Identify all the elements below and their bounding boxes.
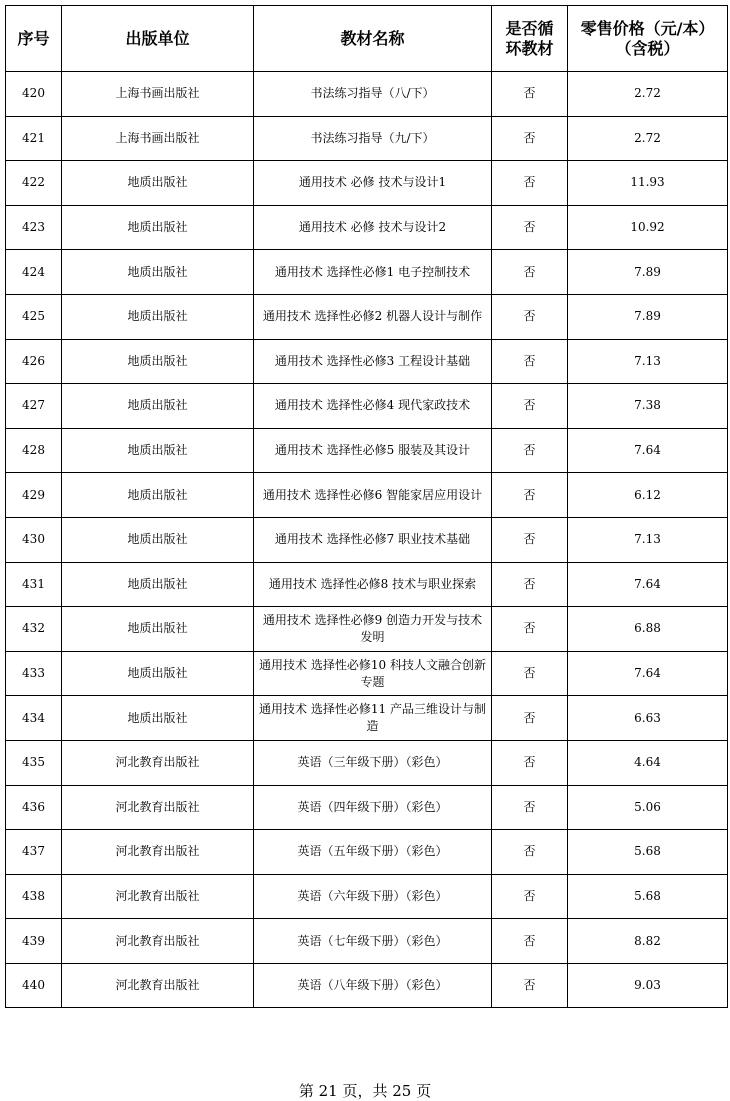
cell-price: 6.88 (568, 607, 728, 652)
cell-title: 通用技术 必修 技术与设计1 (254, 161, 492, 206)
table-row (6, 294, 728, 339)
cell-price: 5.68 (568, 830, 728, 875)
cell-title: 通用技术 选择性必修4 现代家政技术 (254, 384, 492, 429)
table-row (6, 116, 728, 161)
table-header (6, 6, 728, 72)
table-row (6, 562, 728, 607)
cell-price: 9.03 (568, 963, 728, 1008)
cell-publisher: 地质出版社 (62, 607, 254, 652)
cell-title: 通用技术 选择性必修7 职业技术基础 (254, 517, 492, 562)
cell-seq: 422 (6, 161, 62, 206)
table-row (6, 473, 728, 518)
cell-title: 英语（八年级下册）（彩色） (254, 963, 492, 1008)
header-cycle-line2: 环教材 (505, 38, 554, 58)
textbook-price-table (5, 5, 728, 1008)
table-row (6, 428, 728, 473)
cell-cycle: 否 (492, 651, 568, 696)
cell-seq: 439 (6, 919, 62, 964)
cell-cycle: 否 (492, 294, 568, 339)
cell-seq: 420 (6, 72, 62, 117)
cell-publisher: 地质出版社 (62, 473, 254, 518)
cell-title: 通用技术 选择性必修2 机器人设计与制作 (254, 294, 492, 339)
cell-cycle: 否 (492, 740, 568, 785)
cell-cycle: 否 (492, 384, 568, 429)
table-row (6, 384, 728, 429)
cell-cycle: 否 (492, 874, 568, 919)
cell-price: 7.89 (568, 250, 728, 295)
cell-seq: 424 (6, 250, 62, 295)
cell-price: 2.72 (568, 116, 728, 161)
cell-publisher: 地质出版社 (62, 250, 254, 295)
cell-title: 英语（三年级下册）（彩色） (254, 740, 492, 785)
cell-title: 书法练习指导（九/下） (254, 116, 492, 161)
cell-price: 6.12 (568, 473, 728, 518)
cell-cycle: 否 (492, 205, 568, 250)
cell-publisher: 地质出版社 (62, 294, 254, 339)
cell-seq: 428 (6, 428, 62, 473)
cell-cycle: 否 (492, 785, 568, 830)
cell-title: 通用技术 选择性必修5 服装及其设计 (254, 428, 492, 473)
cell-seq: 431 (6, 562, 62, 607)
cell-title: 通用技术 必修 技术与设计2 (254, 205, 492, 250)
cell-title: 英语（五年级下册）（彩色） (254, 830, 492, 875)
table-row (6, 651, 728, 696)
cell-publisher: 河北教育出版社 (62, 874, 254, 919)
header-cycle-line1: 是否循 (505, 18, 554, 38)
cell-title: 英语（四年级下册）（彩色） (254, 785, 492, 830)
cell-title: 通用技术 选择性必修11 产品三维设计与制造 (254, 696, 492, 741)
cell-publisher: 地质出版社 (62, 696, 254, 741)
cell-seq: 440 (6, 963, 62, 1008)
table-row (6, 161, 728, 206)
cell-seq: 423 (6, 205, 62, 250)
cell-title: 通用技术 选择性必修1 电子控制技术 (254, 250, 492, 295)
table-row (6, 72, 728, 117)
page-number-footer: 第 21 页，共 25 页 (298, 1082, 432, 1100)
cell-seq: 421 (6, 116, 62, 161)
cell-cycle: 否 (492, 830, 568, 875)
cell-price: 8.82 (568, 919, 728, 964)
cell-price: 5.06 (568, 785, 728, 830)
cell-seq: 429 (6, 473, 62, 518)
cell-price: 6.63 (568, 696, 728, 741)
cell-seq: 436 (6, 785, 62, 830)
cell-price: 5.68 (568, 874, 728, 919)
table-row (6, 696, 728, 741)
cell-price: 7.64 (568, 562, 728, 607)
cell-title: 英语（七年级下册）（彩色） (254, 919, 492, 964)
cell-price: 2.72 (568, 72, 728, 117)
cell-publisher: 河北教育出版社 (62, 830, 254, 875)
cell-seq: 427 (6, 384, 62, 429)
cell-price: 11.93 (568, 161, 728, 206)
header-price (568, 6, 728, 72)
cell-price: 7.13 (568, 339, 728, 384)
cell-seq: 438 (6, 874, 62, 919)
cell-title: 通用技术 选择性必修8 技术与职业探索 (254, 562, 492, 607)
cell-seq: 433 (6, 651, 62, 696)
cell-publisher: 地质出版社 (62, 651, 254, 696)
cell-publisher: 地质出版社 (62, 205, 254, 250)
cell-publisher: 河北教育出版社 (62, 740, 254, 785)
cell-cycle: 否 (492, 116, 568, 161)
table-row (6, 874, 728, 919)
cell-publisher: 河北教育出版社 (62, 785, 254, 830)
table-row (6, 919, 728, 964)
cell-price: 7.64 (568, 651, 728, 696)
cell-cycle: 否 (492, 473, 568, 518)
header-title: 教材名称 (254, 6, 492, 72)
cell-price: 10.92 (568, 205, 728, 250)
cell-cycle: 否 (492, 696, 568, 741)
cell-cycle: 否 (492, 428, 568, 473)
cell-seq: 425 (6, 294, 62, 339)
table-row (6, 339, 728, 384)
table-row (6, 963, 728, 1008)
cell-seq: 432 (6, 607, 62, 652)
cell-publisher: 上海书画出版社 (62, 116, 254, 161)
table-row (6, 250, 728, 295)
cell-title: 书法练习指导（八/下） (254, 72, 492, 117)
cell-cycle: 否 (492, 963, 568, 1008)
cell-publisher: 地质出版社 (62, 339, 254, 384)
table-row (6, 785, 728, 830)
cell-seq: 426 (6, 339, 62, 384)
table-row (6, 205, 728, 250)
cell-cycle: 否 (492, 339, 568, 384)
cell-publisher: 地质出版社 (62, 384, 254, 429)
cell-cycle: 否 (492, 72, 568, 117)
table-row (6, 830, 728, 875)
table-row (6, 517, 728, 562)
cell-title: 通用技术 选择性必修9 创造力开发与技术发明 (254, 607, 492, 652)
table-row (6, 607, 728, 652)
cell-title: 英语（六年级下册）（彩色） (254, 874, 492, 919)
cell-title: 通用技术 选择性必修10 科技人文融合创新专题 (254, 651, 492, 696)
header-cycle (492, 6, 568, 72)
cell-cycle: 否 (492, 562, 568, 607)
cell-price: 7.64 (568, 428, 728, 473)
cell-seq: 430 (6, 517, 62, 562)
cell-price: 4.64 (568, 740, 728, 785)
cell-publisher: 地质出版社 (62, 562, 254, 607)
cell-cycle: 否 (492, 607, 568, 652)
header-price-line1: 零售价格（元/本） (580, 18, 715, 38)
table-body (6, 72, 728, 1008)
cell-price: 7.13 (568, 517, 728, 562)
cell-cycle: 否 (492, 161, 568, 206)
cell-publisher: 地质出版社 (62, 517, 254, 562)
table-row (6, 740, 728, 785)
cell-publisher: 地质出版社 (62, 161, 254, 206)
cell-publisher: 河北教育出版社 (62, 919, 254, 964)
header-price-line2: （含税） (615, 38, 680, 58)
cell-cycle: 否 (492, 517, 568, 562)
header-row (6, 6, 728, 72)
header-publisher: 出版单位 (62, 6, 254, 72)
cell-price: 7.38 (568, 384, 728, 429)
header-seq: 序号 (6, 6, 62, 72)
cell-title: 通用技术 选择性必修6 智能家居应用设计 (254, 473, 492, 518)
cell-publisher: 上海书画出版社 (62, 72, 254, 117)
cell-publisher: 地质出版社 (62, 428, 254, 473)
cell-cycle: 否 (492, 250, 568, 295)
cell-seq: 437 (6, 830, 62, 875)
cell-cycle: 否 (492, 919, 568, 964)
cell-publisher: 河北教育出版社 (62, 963, 254, 1008)
cell-title: 通用技术 选择性必修3 工程设计基础 (254, 339, 492, 384)
cell-seq: 435 (6, 740, 62, 785)
cell-seq: 434 (6, 696, 62, 741)
cell-price: 7.89 (568, 294, 728, 339)
